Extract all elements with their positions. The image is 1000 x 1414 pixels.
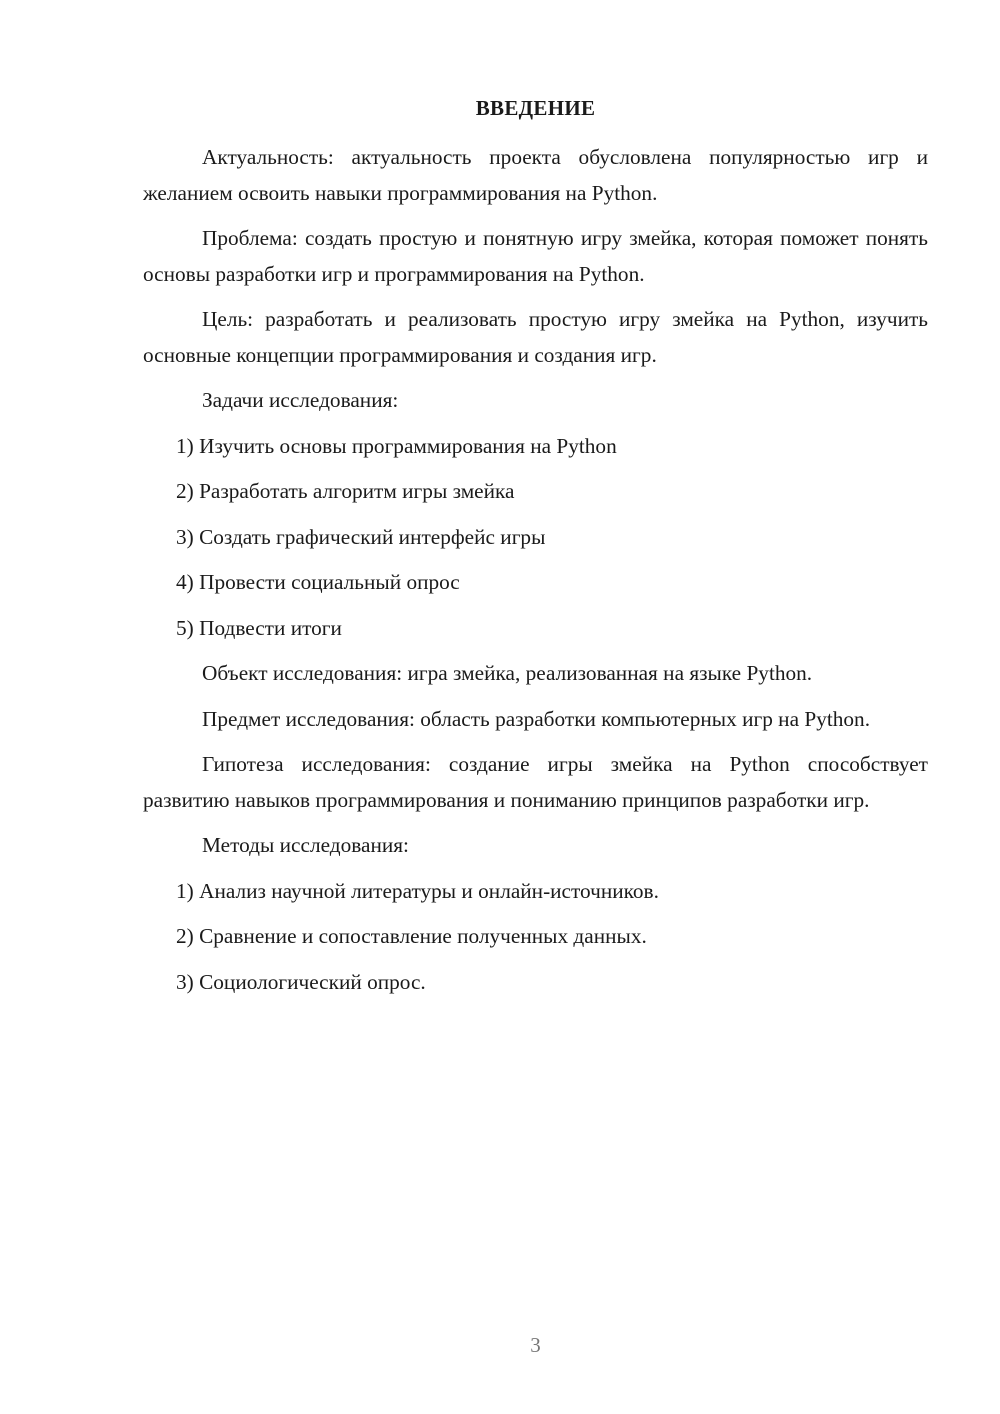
goal-paragraph: Цель: разработать и реализовать простую игру змейка на Python, изучить основные концепции программирования и создания игр. bbox=[143, 307, 928, 367]
task-item: 4) Провести социальный опрос bbox=[176, 570, 460, 594]
method-item: 3) Социологический опрос. bbox=[176, 969, 426, 994]
task-item: 3) Создать графический интерфейс игры bbox=[176, 524, 546, 549]
methods-heading: Методы исследования: bbox=[202, 833, 409, 857]
task-item: 2) Разработать алгоритм игры змейка bbox=[176, 479, 515, 503]
task-item: 1) Изучить основы программирования на Python bbox=[176, 433, 617, 458]
section-title: ВВЕДЕНИЕ bbox=[475, 96, 596, 120]
object-paragraph: Объект исследования: игра змейка, реализованная на языке Python. bbox=[202, 661, 813, 685]
method-item: 2) Сравнение и сопоставление полученных данных. bbox=[176, 924, 647, 948]
subject-paragraph: Предмет исследования: область разработки компьютерных игр на Python. bbox=[202, 706, 871, 731]
problem-paragraph: Проблема: создать простую и понятную игру змейка, которая поможет понять основы разработки игр и программирования на Python. bbox=[143, 226, 928, 286]
document-body bbox=[143, 140, 928, 1010]
method-item: 1) Анализ научной литературы и онлайн-источников. bbox=[176, 878, 659, 903]
page-number: 3 bbox=[530, 1333, 541, 1357]
hypothesis-paragraph: Гипотеза исследования: создание игры змейка на Python способствует развитию навыков программирования и пониманию принципов разработки игр. bbox=[143, 752, 928, 812]
tasks-heading: Задачи исследования: bbox=[202, 388, 399, 412]
document-page bbox=[143, 0, 928, 1414]
relevance-paragraph: Актуальность: актуальность проекта обусловлена популярностью игр и желанием освоить навыки программирования на Python. bbox=[143, 145, 928, 205]
task-item: 5) Подвести итоги bbox=[176, 615, 342, 640]
